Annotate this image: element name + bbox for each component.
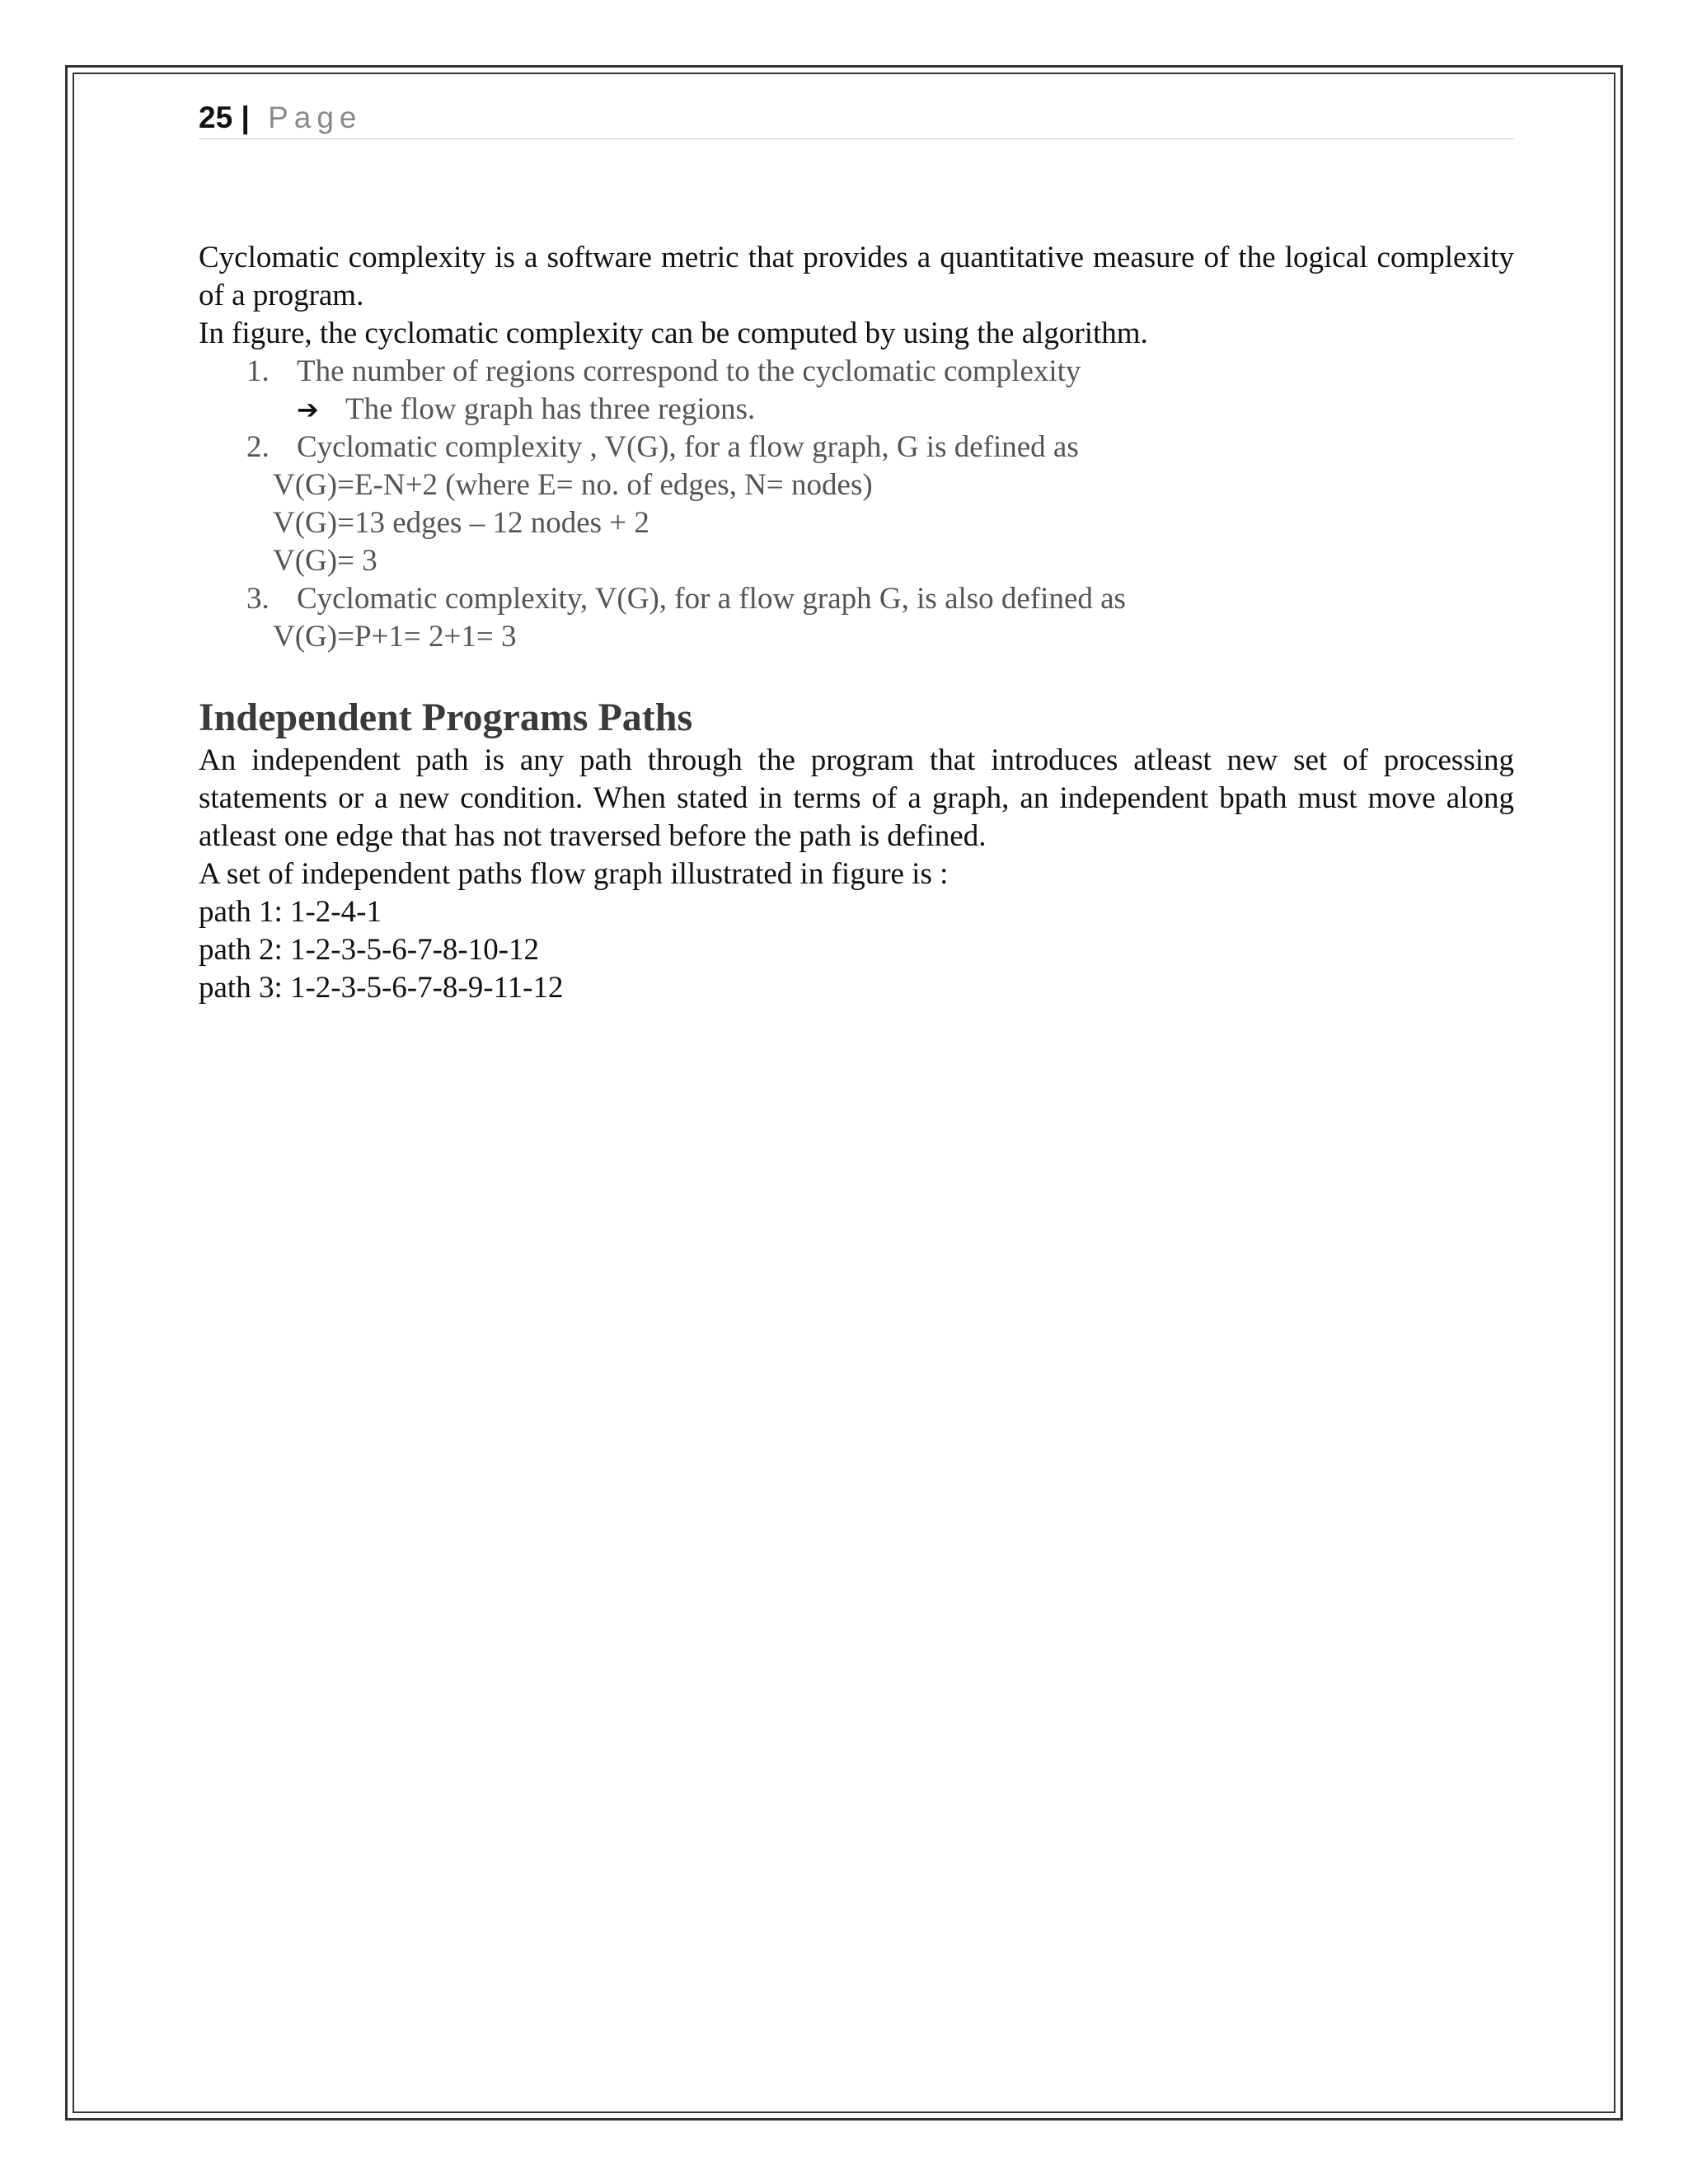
list-item [199, 580, 1514, 618]
path-line: path 3: 1-2-3-5-6-7-8-9-11-12 [199, 971, 564, 1005]
list-item [199, 353, 1514, 391]
intro-paragraph: Cyclomatic complexity is a software metric that provides a quantitative measure of the logical complexity of a program. [199, 241, 1514, 312]
formula-line [199, 504, 1514, 542]
path-line: path 1: 1-2-4-1 [199, 895, 382, 929]
document-body [199, 239, 1514, 1007]
list-marker: 3. [246, 582, 270, 616]
list-marker: 2. [246, 430, 270, 464]
formula-text: V(G)=E-N+2 (where E= no. of edges, N= nodes) [273, 468, 873, 502]
page-separator: | [241, 101, 250, 134]
right-arrow-icon: ➔ [297, 394, 319, 425]
list-item-text: Cyclomatic complexity , V(G), for a flow graph, G is defined as [297, 430, 1079, 464]
algorithm-intro: In figure, the cyclomatic complexity can be computed by using the algorithm. [199, 316, 1148, 350]
page-label: Page [268, 101, 363, 134]
list-item-text: Cyclomatic complexity, V(G), for a flow graph G, is also defined as [297, 582, 1126, 616]
formula-text: V(G)= 3 [273, 544, 377, 578]
page-header [199, 97, 1514, 139]
list-item-text: The number of regions correspond to the cyclomatic complexity [297, 354, 1081, 388]
formula-line [199, 618, 1514, 656]
algorithm-list [199, 353, 1514, 656]
formula-text: V(G)=13 edges – 12 nodes + 2 [273, 506, 649, 540]
formula-line [199, 466, 1514, 504]
section-heading: Independent Programs Paths [199, 696, 693, 739]
spacer [199, 656, 1514, 694]
list-subitem [199, 391, 1514, 429]
list-subitem-text: The flow graph has three regions. [345, 392, 756, 426]
list-item [199, 429, 1514, 466]
paths-intro: A set of independent paths flow graph illustrated in figure is : [199, 857, 949, 891]
formula-text: V(G)=P+1= 2+1= 3 [273, 620, 517, 654]
list-marker: 1. [246, 354, 270, 388]
page-number: 25 [199, 101, 233, 134]
section-paragraph: An independent path is any path through the program that introduces atleast new set of processing statements or a new condition. When stated in terms of a graph, an independent bpath must move along atleast one edge that has not traversed before the path is defined. [199, 743, 1514, 853]
path-line: path 2: 1-2-3-5-6-7-8-10-12 [199, 933, 540, 967]
formula-line [199, 542, 1514, 580]
